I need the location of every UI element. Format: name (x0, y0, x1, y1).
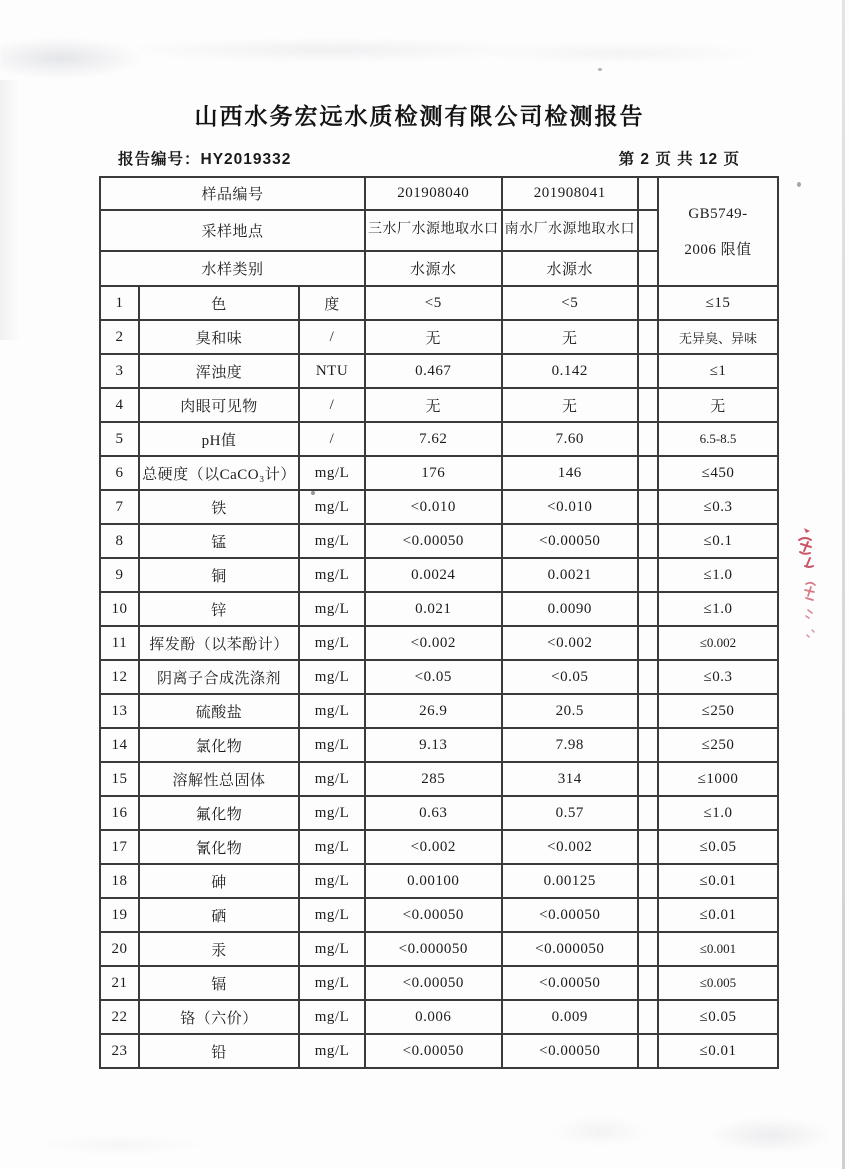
separator-column (638, 762, 658, 796)
separator-column (638, 966, 658, 1000)
value-sample-1: <0.00050 (365, 524, 502, 558)
unit: / (299, 422, 365, 456)
parameter-name: pH值 (139, 422, 299, 456)
limit-value: ≤1000 (658, 762, 778, 796)
sampling-site-label: 采样地点 (100, 210, 365, 251)
parameter-name: 硫酸盐 (139, 694, 299, 728)
limit-value: ≤0.3 (658, 490, 778, 524)
site-1: 三水厂水源地取水口 (365, 210, 502, 251)
row-number: 18 (100, 864, 139, 898)
table-row (100, 864, 778, 898)
value-sample-1: <0.05 (365, 660, 502, 694)
value-sample-1: 0.467 (365, 354, 502, 388)
parameter-name: 阴离子合成洗涤剂 (139, 660, 299, 694)
parameter-name: 汞 (139, 932, 299, 966)
parameter-name: 锌 (139, 592, 299, 626)
unit: mg/L (299, 830, 365, 864)
separator-column (638, 660, 658, 694)
unit: mg/L (299, 1034, 365, 1068)
limit-value: ≤0.3 (658, 660, 778, 694)
table-row (100, 490, 778, 524)
report-title: 山西水务宏远水质检测有限公司检测报告 (194, 103, 645, 129)
parameter-name: 挥发酚（以苯酚计） (139, 626, 299, 660)
scan-speck (598, 68, 602, 71)
value-sample-1: <0.000050 (365, 932, 502, 966)
red-ink-marks (796, 522, 824, 657)
parameter-name: 镉 (139, 966, 299, 1000)
value-sample-2: <0.010 (502, 490, 639, 524)
parameter-name: 溶解性总固体 (139, 762, 299, 796)
row-number: 19 (100, 898, 139, 932)
limit-value: ≤1.0 (658, 558, 778, 592)
table-row (100, 422, 778, 456)
value-sample-2: 7.98 (502, 728, 639, 762)
unit: mg/L (299, 864, 365, 898)
row-number: 11 (100, 626, 139, 660)
row-number: 23 (100, 1034, 139, 1068)
unit: mg/L (299, 796, 365, 830)
separator-column (638, 796, 658, 830)
separator-column (638, 286, 658, 320)
unit: mg/L (299, 524, 365, 558)
separator-column (638, 456, 658, 490)
limit-value: ≤0.05 (658, 830, 778, 864)
value-sample-1: 285 (365, 762, 502, 796)
results-table (99, 176, 779, 1069)
table-row (100, 388, 778, 422)
table-row (100, 830, 778, 864)
parameter-name: 浑浊度 (139, 354, 299, 388)
separator-column (638, 251, 658, 286)
limit-value: ≤0.001 (658, 932, 778, 966)
limit-header-line2: 2006 限值 (684, 241, 752, 258)
report-number-value: HY2019332 (200, 151, 292, 168)
row-number: 22 (100, 1000, 139, 1034)
value-sample-1: <5 (365, 286, 502, 320)
table-row (100, 456, 778, 490)
scan-smudge-bottom (0, 1105, 850, 1169)
value-sample-1: <0.00050 (365, 966, 502, 1000)
table-row (100, 524, 778, 558)
table-row (100, 762, 778, 796)
limit-value: ≤1 (658, 354, 778, 388)
table-row (100, 966, 778, 1000)
unit: mg/L (299, 626, 365, 660)
value-sample-2: 7.60 (502, 422, 639, 456)
table-row (100, 898, 778, 932)
value-sample-2: 20.5 (502, 694, 639, 728)
separator-column (638, 490, 658, 524)
value-sample-1: 无 (365, 388, 502, 422)
limit-value: ≤0.05 (658, 1000, 778, 1034)
value-sample-1: 7.62 (365, 422, 502, 456)
table-row (100, 1000, 778, 1034)
scan-speck (797, 182, 801, 187)
unit: 度 (299, 286, 365, 320)
separator-column (638, 694, 658, 728)
limit-header (658, 177, 778, 286)
row-number: 17 (100, 830, 139, 864)
row-number: 9 (100, 558, 139, 592)
value-sample-1: 无 (365, 320, 502, 354)
header-row-sample-no (100, 177, 778, 210)
limit-value: ≤0.01 (658, 864, 778, 898)
separator-column (638, 1034, 658, 1068)
unit: mg/L (299, 456, 365, 490)
sample-no-1: 201908040 (365, 177, 502, 210)
separator-column (638, 626, 658, 660)
unit: mg/L (299, 966, 365, 1000)
table-row (100, 320, 778, 354)
value-sample-2: <0.002 (502, 830, 639, 864)
parameter-name: 铬（六价） (139, 1000, 299, 1034)
separator-column (638, 388, 658, 422)
sample-no-2: 201908041 (502, 177, 639, 210)
parameter-name: 氰化物 (139, 830, 299, 864)
value-sample-2: 0.57 (502, 796, 639, 830)
unit: NTU (299, 354, 365, 388)
sample-type-label: 水样类别 (100, 251, 365, 286)
separator-column (638, 354, 658, 388)
value-sample-2: 0.009 (502, 1000, 639, 1034)
separator-column (638, 592, 658, 626)
table-row (100, 354, 778, 388)
parameter-name: 铜 (139, 558, 299, 592)
value-sample-1: 0.0024 (365, 558, 502, 592)
parameter-name: 氯化物 (139, 728, 299, 762)
row-number: 12 (100, 660, 139, 694)
value-sample-2: 0.142 (502, 354, 639, 388)
value-sample-1: 0.00100 (365, 864, 502, 898)
value-sample-2: 0.0021 (502, 558, 639, 592)
separator-column (638, 864, 658, 898)
row-number: 20 (100, 932, 139, 966)
limit-value: ≤1.0 (658, 796, 778, 830)
value-sample-1: 9.13 (365, 728, 502, 762)
parameter-name: 砷 (139, 864, 299, 898)
parameter-name: 铁 (139, 490, 299, 524)
row-number: 8 (100, 524, 139, 558)
table-row (100, 932, 778, 966)
separator-column (638, 320, 658, 354)
value-sample-2: 0.0090 (502, 592, 639, 626)
limit-value: 无异臭、异味 (658, 320, 778, 354)
parameter-name: 硒 (139, 898, 299, 932)
separator-column (638, 898, 658, 932)
limit-value: ≤0.002 (658, 626, 778, 660)
row-number: 14 (100, 728, 139, 762)
separator-column (638, 422, 658, 456)
limit-value: 无 (658, 388, 778, 422)
unit: mg/L (299, 1000, 365, 1034)
value-sample-1: 0.006 (365, 1000, 502, 1034)
row-number: 5 (100, 422, 139, 456)
unit: mg/L (299, 490, 365, 524)
table-row (100, 694, 778, 728)
scan-smudge-left (0, 80, 26, 340)
value-sample-1: 176 (365, 456, 502, 490)
value-sample-2: 无 (502, 388, 639, 422)
separator-column (638, 728, 658, 762)
unit: mg/L (299, 932, 365, 966)
row-number: 7 (100, 490, 139, 524)
table-row (100, 796, 778, 830)
unit: mg/L (299, 592, 365, 626)
limit-value: ≤450 (658, 456, 778, 490)
row-number: 15 (100, 762, 139, 796)
parameter-name: 氟化物 (139, 796, 299, 830)
table-row (100, 728, 778, 762)
value-sample-2: <0.00050 (502, 898, 639, 932)
value-sample-1: <0.010 (365, 490, 502, 524)
value-sample-2: <0.000050 (502, 932, 639, 966)
parameter-name: 总硬度（以CaCO₃计） (139, 456, 299, 490)
parameter-name: 铅 (139, 1034, 299, 1068)
row-number: 3 (100, 354, 139, 388)
limit-value: ≤0.01 (658, 1034, 778, 1068)
table-row (100, 660, 778, 694)
limit-value: ≤1.0 (658, 592, 778, 626)
table-row (100, 626, 778, 660)
unit: mg/L (299, 762, 365, 796)
value-sample-1: <0.00050 (365, 1034, 502, 1068)
unit: / (299, 388, 365, 422)
value-sample-2: <0.00050 (502, 966, 639, 1000)
type-1: 水源水 (365, 251, 502, 286)
value-sample-1: 0.021 (365, 592, 502, 626)
table-row (100, 592, 778, 626)
limit-value: ≤0.005 (658, 966, 778, 1000)
unit: / (299, 320, 365, 354)
value-sample-2: <0.00050 (502, 1034, 639, 1068)
separator-column (638, 210, 658, 251)
parameter-name: 肉眼可见物 (139, 388, 299, 422)
separator-column (638, 830, 658, 864)
report-number-label: 报告编号： (118, 151, 201, 168)
page-edge-shadow (842, 0, 845, 1169)
value-sample-2: 0.00125 (502, 864, 639, 898)
separator-column (638, 524, 658, 558)
unit: mg/L (299, 558, 365, 592)
separator-column (638, 177, 658, 210)
site-2: 南水厂水源地取水口 (502, 210, 639, 251)
row-number: 21 (100, 966, 139, 1000)
value-sample-2: <0.00050 (502, 524, 639, 558)
table-row (100, 558, 778, 592)
row-number: 1 (100, 286, 139, 320)
value-sample-1: <0.002 (365, 830, 502, 864)
value-sample-2: <0.05 (502, 660, 639, 694)
table-row (100, 1034, 778, 1068)
limit-value: ≤250 (658, 694, 778, 728)
separator-column (638, 1000, 658, 1034)
unit: mg/L (299, 728, 365, 762)
limit-header-line1: GB5749- (688, 205, 748, 222)
value-sample-2: 314 (502, 762, 639, 796)
unit: mg/L (299, 694, 365, 728)
row-number: 6 (100, 456, 139, 490)
row-number: 16 (100, 796, 139, 830)
unit: mg/L (299, 660, 365, 694)
row-number: 10 (100, 592, 139, 626)
value-sample-1: <0.002 (365, 626, 502, 660)
limit-value: ≤250 (658, 728, 778, 762)
row-number: 2 (100, 320, 139, 354)
value-sample-1: 0.63 (365, 796, 502, 830)
limit-value: ≤0.01 (658, 898, 778, 932)
report-meta (99, 145, 740, 169)
unit: mg/L (299, 898, 365, 932)
page-indicator: 第 2 页 共 12 页 (618, 151, 740, 168)
parameter-name: 臭和味 (139, 320, 299, 354)
limit-value: 6.5-8.5 (658, 422, 778, 456)
sample-no-label: 样品编号 (100, 177, 365, 210)
limit-value: ≤0.1 (658, 524, 778, 558)
value-sample-2: <0.002 (502, 626, 639, 660)
value-sample-2: 146 (502, 456, 639, 490)
table-row (100, 286, 778, 320)
value-sample-1: 26.9 (365, 694, 502, 728)
scan-smudge-top (0, 28, 830, 88)
parameter-name: 色 (139, 286, 299, 320)
type-2: 水源水 (502, 251, 639, 286)
value-sample-2: 无 (502, 320, 639, 354)
value-sample-1: <0.00050 (365, 898, 502, 932)
row-number: 13 (100, 694, 139, 728)
separator-column (638, 558, 658, 592)
parameter-name: 锰 (139, 524, 299, 558)
separator-column (638, 932, 658, 966)
value-sample-2: <5 (502, 286, 639, 320)
row-number: 4 (100, 388, 139, 422)
limit-value: ≤15 (658, 286, 778, 320)
report-number (99, 147, 291, 169)
